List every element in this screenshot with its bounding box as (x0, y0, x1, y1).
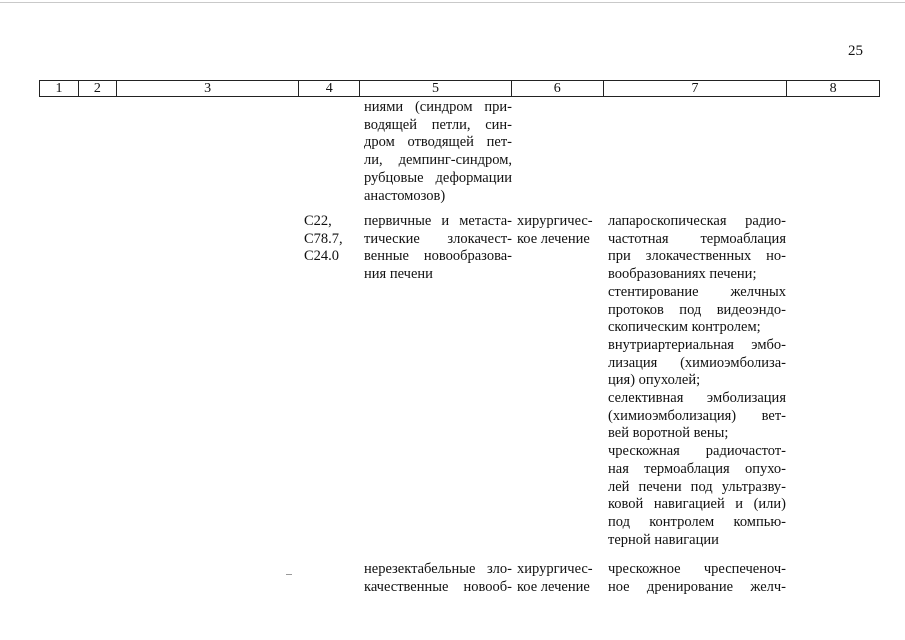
top-border-line (0, 2, 905, 3)
text-line: рубцовые деформации (364, 169, 512, 186)
code-line: C78.7, (304, 230, 343, 247)
header-col-1: 1 (40, 81, 79, 96)
text-line: ниями (синдром при- (364, 99, 512, 115)
row2-col6-treatment-type (517, 561, 603, 596)
text-line: (химиоэмболизация) вет- (608, 407, 786, 424)
page-number: 25 (848, 43, 863, 59)
text-line: хирургичес- (517, 561, 593, 577)
text-line: тические злокачест- (364, 230, 512, 247)
row1-col6-treatment-type (517, 213, 603, 248)
text-line: при злокачественных но- (608, 248, 786, 265)
text-line: кое лечение (517, 578, 590, 595)
text-line: анастомозов) (364, 187, 446, 204)
cont-col5-text (364, 99, 512, 205)
text-line: ли, демпинг-синдром, (364, 152, 512, 169)
text-line: протоков под видеоэндо- (608, 301, 786, 318)
text-line: селективная эмболизация (608, 390, 786, 407)
text-line: нерезектабельные зло- (364, 561, 512, 577)
text-line: ная термоаблация опухо- (608, 460, 786, 477)
code-line: C22, (304, 213, 332, 229)
header-col-6: 6 (512, 81, 604, 96)
text-line: водящей петли, син- (364, 116, 512, 133)
text-line: под контролем компью- (608, 513, 786, 530)
text-line: качественные новооб- (364, 578, 512, 595)
text-line: терной навигации (608, 531, 719, 548)
text-line: первичные и метаста- (364, 213, 512, 229)
text-line: скопическим контролем; (608, 319, 761, 336)
header-col-3: 3 (117, 81, 300, 96)
text-line: стентирование желчных (608, 283, 786, 300)
text-line: лапароскопическая радио- (608, 213, 786, 229)
text-line: лей печени под ультразву- (608, 478, 786, 495)
header-col-7: 7 (604, 81, 788, 96)
text-line: вей воротной вены; (608, 425, 729, 442)
header-col-5: 5 (360, 81, 512, 96)
header-col-2: 2 (79, 81, 117, 96)
row1-col4-codes (304, 213, 360, 266)
row1-col7-methods (608, 213, 786, 549)
text-line: ковой навигацией и (или) (608, 496, 786, 513)
text-line: внутриартериальная эмбо- (608, 336, 786, 353)
text-line: частотная термоаблация (608, 230, 786, 247)
text-line: дром отводящей пет- (364, 134, 512, 151)
text-line: венные новообразова- (364, 248, 512, 265)
header-col-4: 4 (299, 81, 360, 96)
text-line: лизация (химиоэмболиза- (608, 354, 786, 371)
text-line: вообразованиях печени; (608, 266, 757, 283)
text-line: ное дренирование желч- (608, 578, 786, 595)
stray-mark (286, 574, 292, 575)
code-line: C24.0 (304, 248, 340, 265)
row2-col5-diagnosis (364, 561, 512, 596)
text-line: хирургичес- (517, 213, 593, 229)
text-line: кое лечение (517, 230, 590, 247)
text-line: ния печени (364, 266, 433, 283)
text-line: чрескожное чреспеченоч- (608, 561, 786, 577)
text-line: ция) опухолей; (608, 372, 701, 389)
text-line: чрескожная радиочастот- (608, 443, 786, 460)
header-col-8: 8 (829, 81, 837, 96)
table-header-row (39, 80, 880, 97)
row2-col7-methods (608, 561, 786, 596)
row1-col5-diagnosis (364, 213, 512, 284)
